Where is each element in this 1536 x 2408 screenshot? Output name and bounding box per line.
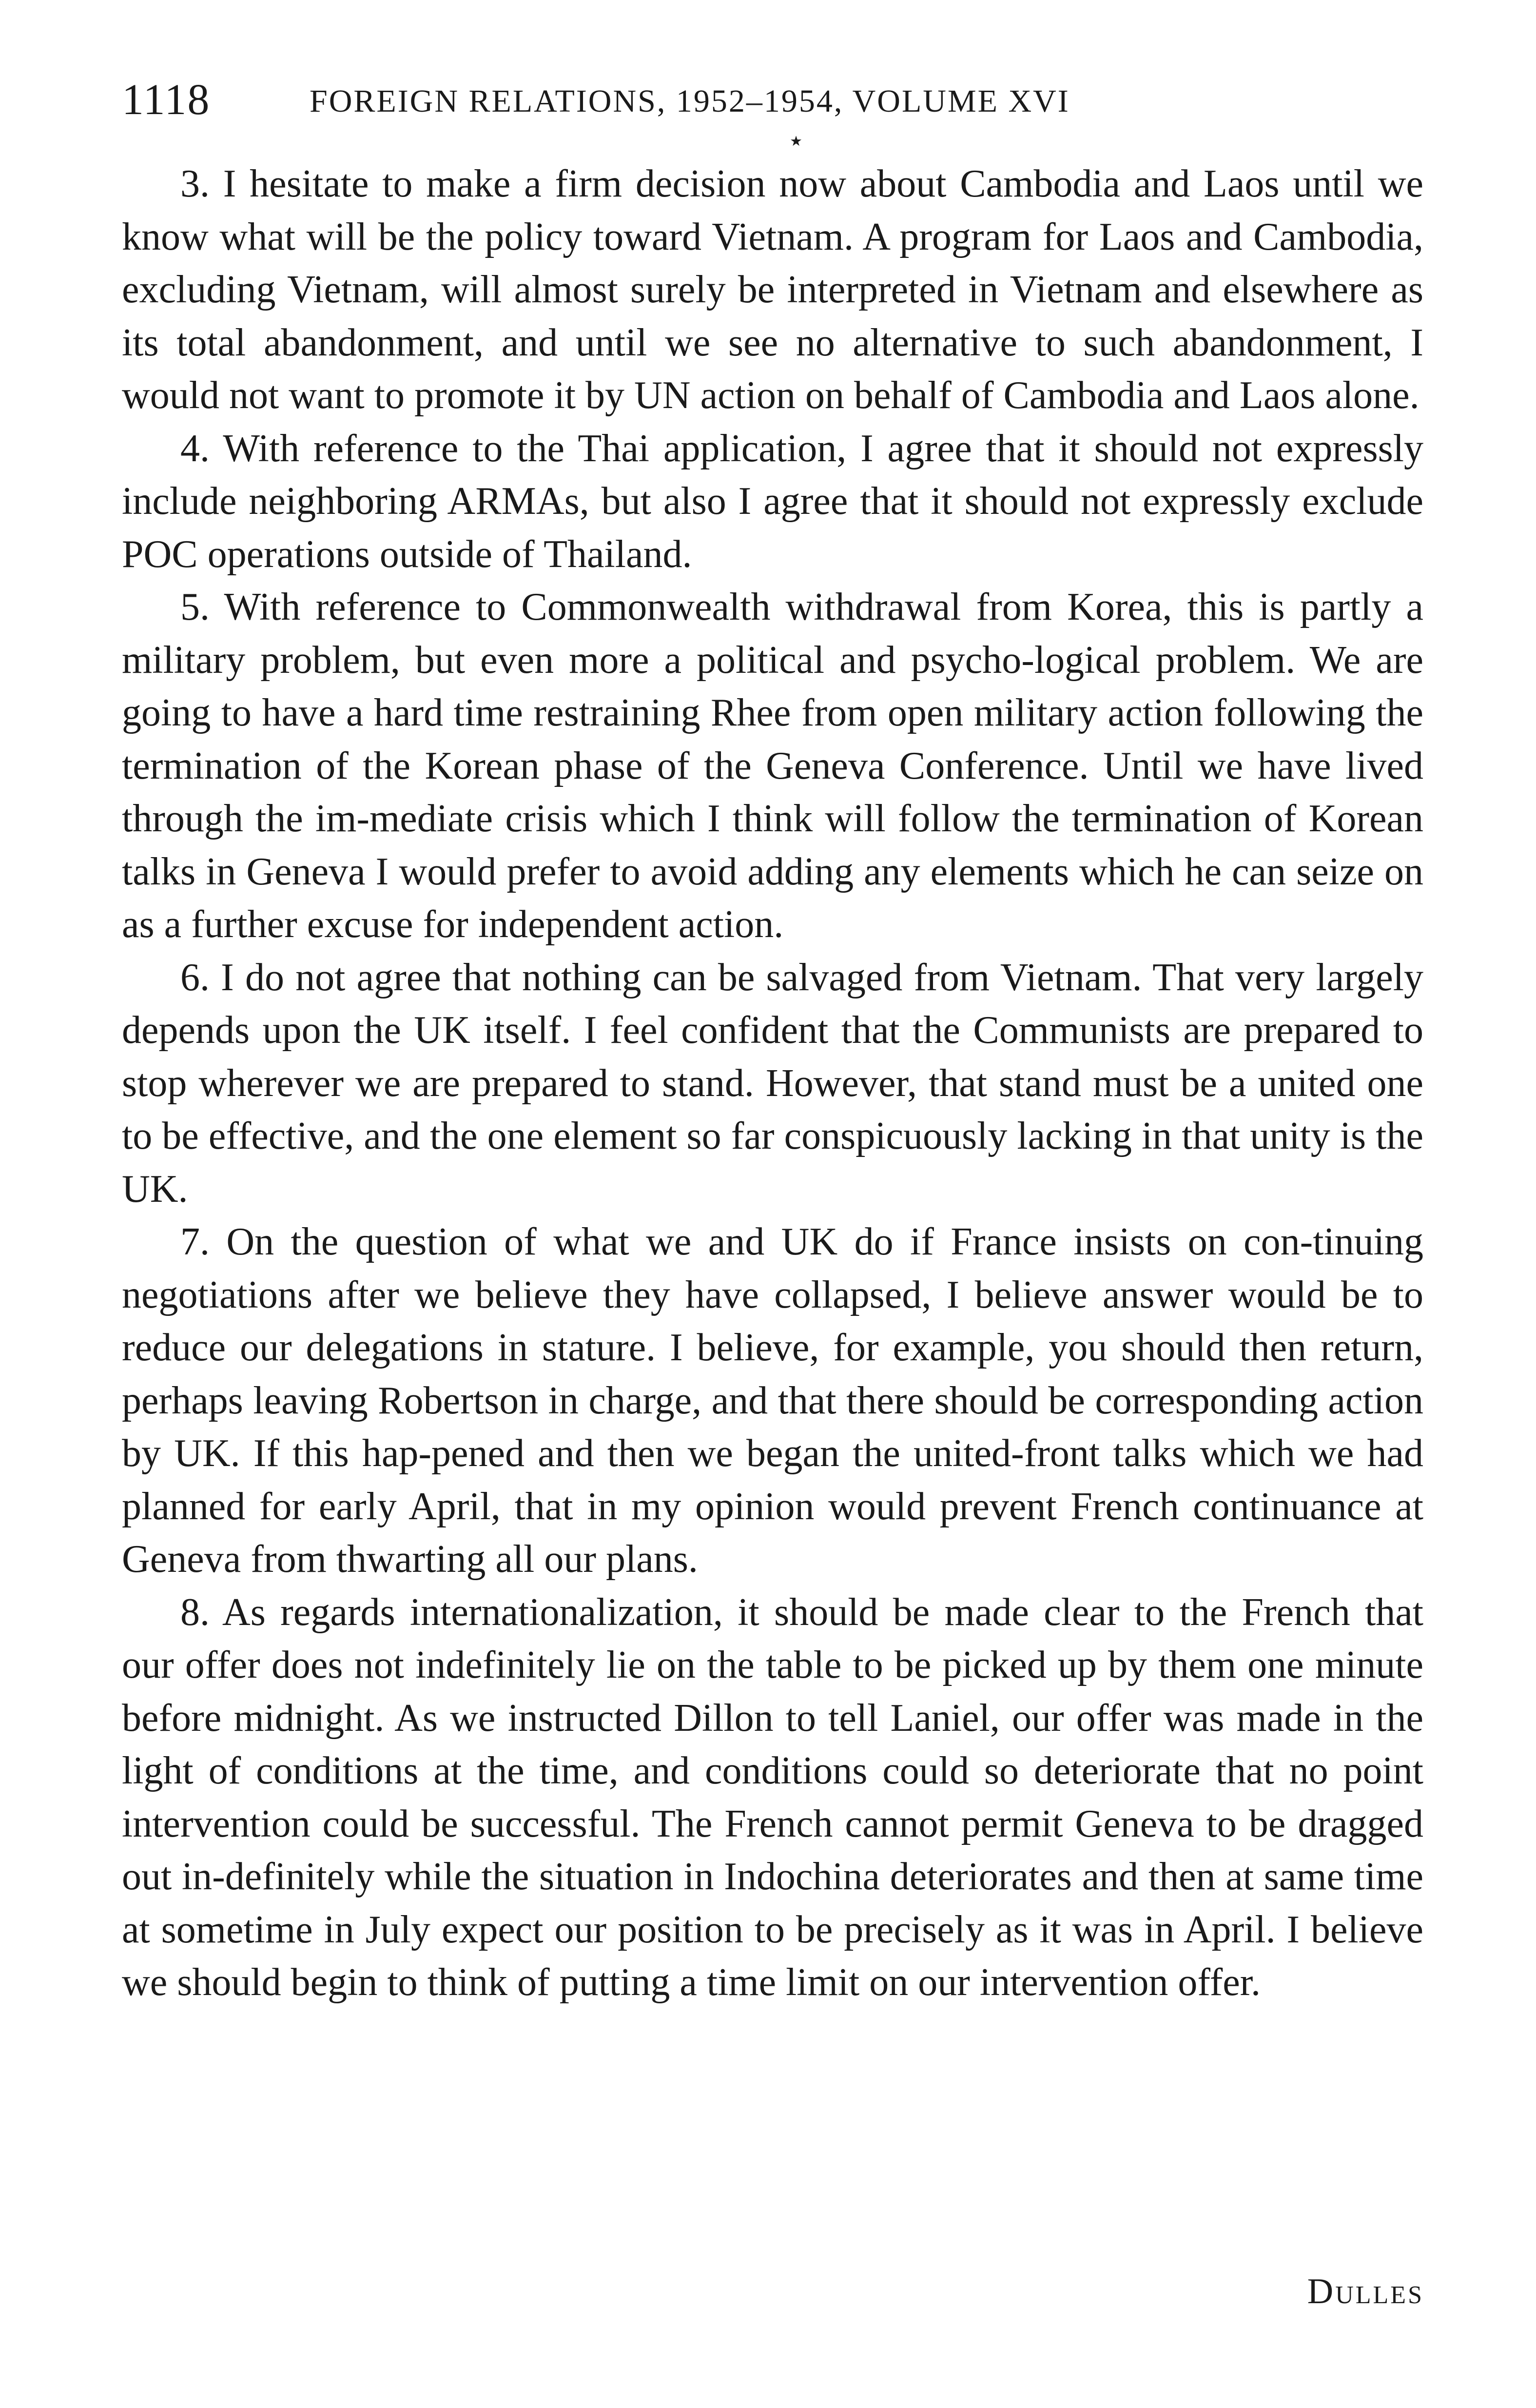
page-header — [122, 73, 1419, 154]
paragraph-4: 4. With reference to the Thai application, I agree that it should not expressly include neighboring ARMAs, but also I agree that it should not expressly exclude POC operations outside of Thailand. — [122, 427, 1423, 576]
paragraph-3: 3. I hesitate to make a firm decision now about Cambodia and Laos until we know what will be the policy toward Vietnam. A program for Laos and Cambodia, excluding Vietnam, will almost surely be interpreted in Vietnam and elsewhere as its total abandonment, and until we see no alternative to such abandonment, I would not want to promote it by UN action on behalf of Cambodia and Laos alone. — [122, 162, 1423, 417]
page-number: 1118 — [122, 76, 211, 124]
paragraph-6: 6. I do not agree that nothing can be salvaged from Vietnam. That very largely depends upon the UK itself. I feel confident that the Communists are prepared to stop wherever we are prepared to stand. However, that stand must be a united one to be effective, and the one element so far conspicuously lacking in that unity is the UK. — [122, 956, 1423, 1211]
running-head: FOREIGN RELATIONS, 1952–1954, VOLUME XVI — [310, 83, 1070, 119]
paragraph-8: 8. As regards internationalization, it should be made clear to the French that our offer does not indefinitely lie on the table to be picked up by them one minute before midnight. As we instructed Dillon to tell Laniel, our offer was made in the light of conditions at the time, and conditions could so deteriorate that no point intervention could be successful. The French cannot permit Geneva to be dragged out in-definitely while the situation in Indochina deteriorates and then at same time at sometime in July expect our position to be precisely as it was in April. I believe we should begin to think of putting a time limit on our intervention offer. — [122, 1590, 1423, 2004]
paragraph-5: 5. With reference to Commonwealth withdrawal from Korea, this is partly a military problem, but even more a political and psycho-logical problem. We are going to have a hard time restraining Rhee from open military action following the termination of the Korean phase of the Geneva Conference. Until we have lived through the im-mediate crisis which I think will follow the termination of Korean talks in Geneva I would prefer to avoid adding any elements which he can seize on as a further excuse for independent action. — [122, 586, 1423, 946]
document-body — [122, 157, 1423, 2009]
signature: Dulles — [1307, 2271, 1424, 2311]
paragraph-7: 7. On the question of what we and UK do if France insists on con-tinuing negotiations after we believe they have collapsed, I believe answer would be to reduce our delegations in stature. I believe, for example, you should then return, perhaps leaving Robertson in charge, and that there should be corresponding action by UK. If this hap-pened and then we began the united-front talks which we had planned for early April, that in my opinion would prevent French continuance at Geneva from thwarting all our plans. — [122, 1220, 1423, 1581]
printer-mark: ٭ — [790, 128, 803, 154]
